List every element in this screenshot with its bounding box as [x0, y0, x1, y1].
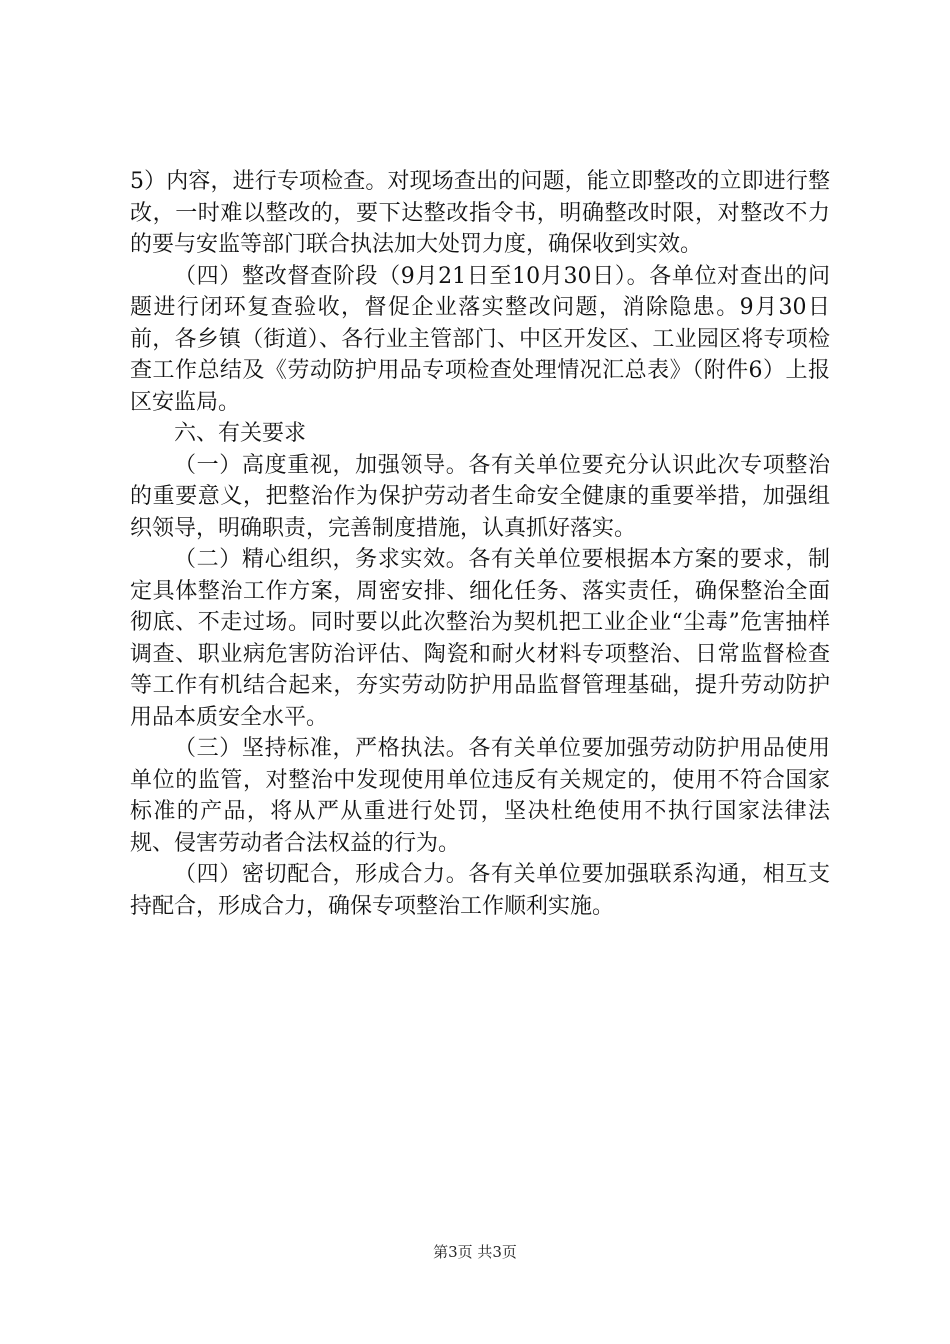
- document-body: [130, 166, 830, 922]
- paragraph-requirement-4: （四）密切配合，形成合力。各有关单位要加强联系沟通，相互支持配合，形成合力，确保专项整治工作顺利实施。: [130, 862, 830, 919]
- section-heading-requirements: 六、有关要求: [174, 421, 307, 446]
- paragraph-requirement-2: （二）精心组织，务求实效。各有关单位要根据本方案的要求，制定具体整治工作方案，周密安排、细化任务、落实责任，确保整治全面彻底、不走过场。同时要以此次整治为契机把工业企业“尘毒”危害抽样调查、职业病危害防治评估、陶瓷和耐火材料专项整治、日常监督检查等工作有机结合起来，夯实劳动防护用品监督管理基础，提升劳动防护用品本质安全水平。: [130, 547, 830, 730]
- paragraph-continuation: 5）内容，进行专项检查。对现场查出的问题，能立即整改的立即进行整改，一时难以整改的，要下达整改指令书，明确整改时限，对整改不力的要与安监等部门联合执法加大处罚力度，确保收到实效。: [130, 169, 830, 257]
- paragraph-requirement-1: （一）高度重视，加强领导。各有关单位要充分认识此次专项整治的重要意义，把整治作为保护劳动者生命安全健康的重要举措，加强组织领导，明确职责，完善制度措施，认真抓好落实。: [130, 452, 830, 541]
- paragraph-rectification-phase: （四）整改督查阶段（9月21日至10月30日）。各单位对查出的问题进行闭环复查验收，督促企业落实整改问题，消除隐患。9月30日前，各乡镇（街道）、各行业主管部门、中区开发区、工业园区将专项检查工作总结及《劳动防护用品专项检查处理情况汇总表》（附件6）上报区安监局。: [130, 263, 830, 415]
- page-footer: 第3页 共3页: [433, 1243, 517, 1261]
- paragraph-requirement-3: （三）坚持标准，严格执法。各有关单位要加强劳动防护用品使用单位的监管，对整治中发现使用单位违反有关规定的，使用不符合国家标准的产品，将从严从重进行处罚，坚决杜绝使用不执行国家法律法规、侵害劳动者合法权益的行为。: [130, 736, 830, 856]
